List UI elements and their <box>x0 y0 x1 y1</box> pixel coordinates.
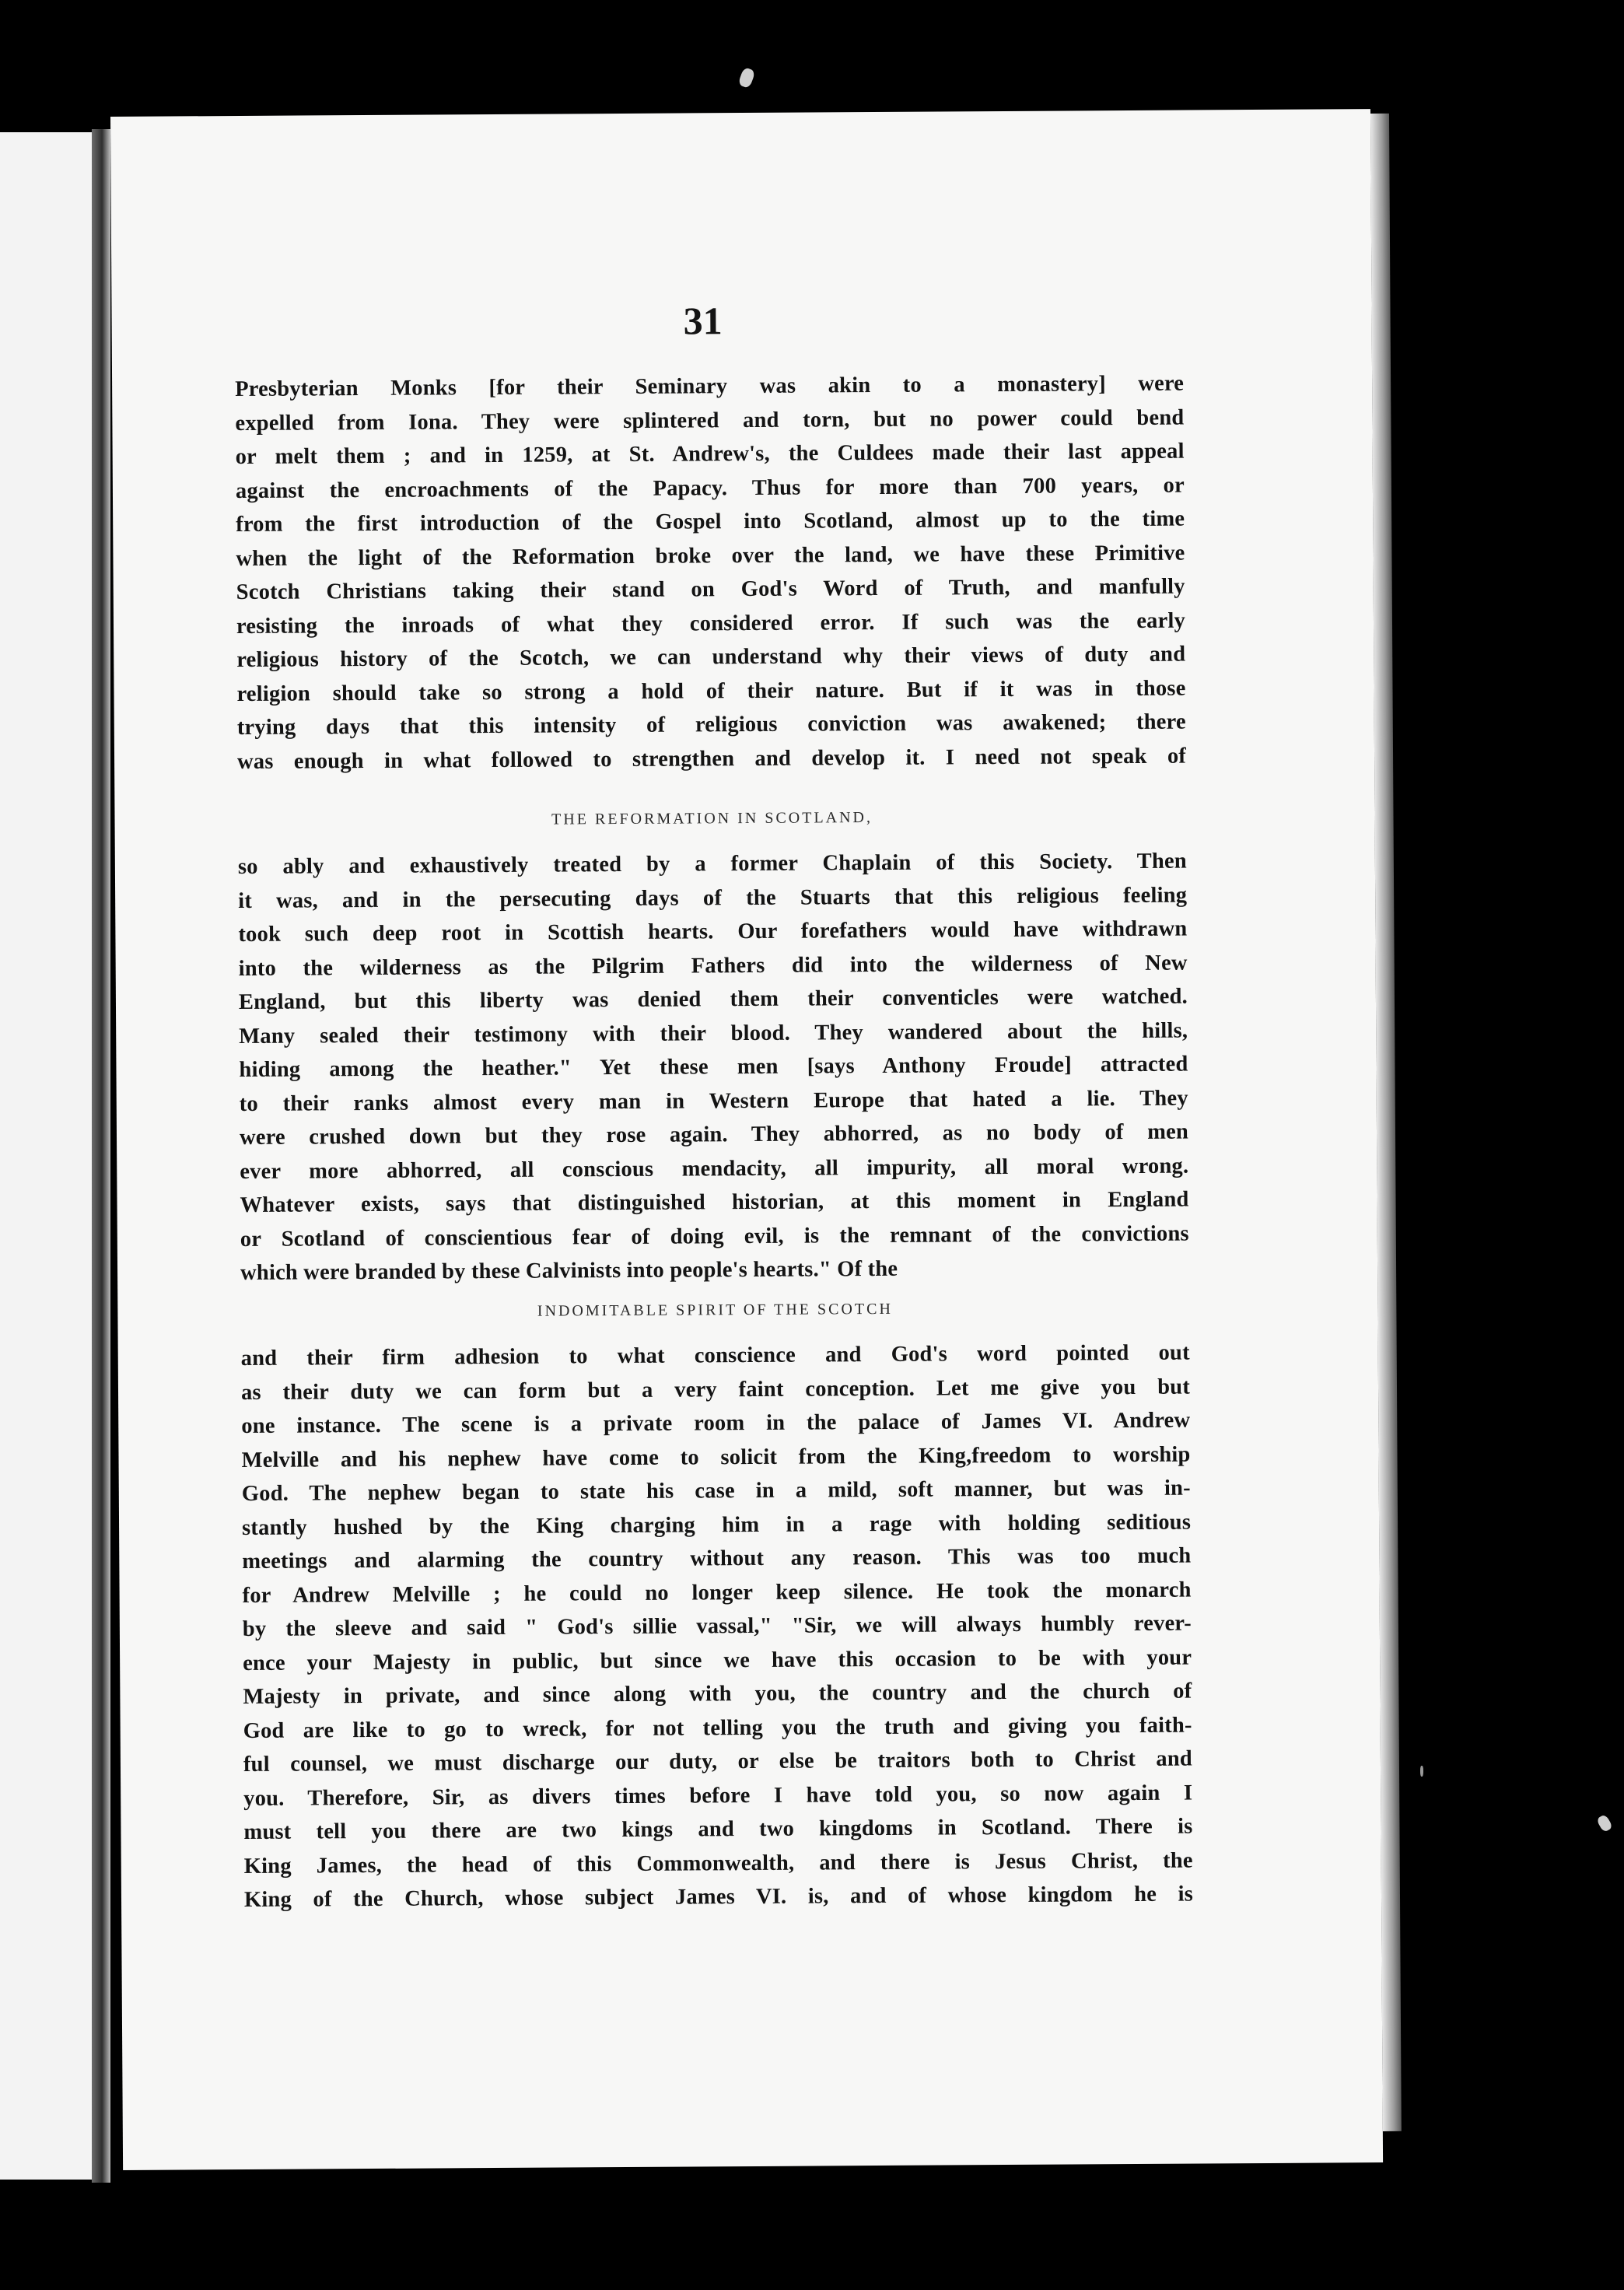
text-line: to their ranks almost every man in Western Europe that hated a lie. They <box>239 1086 1188 1116</box>
text-line: Scotch Christians taking their stand on God's Word of Truth, and manfully <box>236 574 1185 605</box>
text-line: or Scotland of conscientious fear of doing evil, is the remnant of the convictions <box>240 1221 1189 1252</box>
text-line: Presbyterian Monks [for their Seminary was akin to a monastery] were <box>235 371 1185 402</box>
text-line: England, but this liberty was denied them their conventicles were watched. <box>238 984 1188 1015</box>
text-line: by the sleeve and said " God's sillie vassal," "Sir, we will always humbly rever- <box>242 1611 1192 1641</box>
text-line: you. Therefore, Sir, as divers times before I have told you, so now again I <box>243 1781 1193 1811</box>
text-line: it was, and in the persecuting days of the Stuarts that this religious feeling <box>238 883 1188 913</box>
facing-page-edge <box>0 132 105 2180</box>
text-line: which were branded by these Calvinists into people's hearts." Of the <box>240 1256 898 1286</box>
text-line: religious history of the Scotch, we can understand why their views of duty and <box>236 642 1186 673</box>
section-heading-indomitable-spirit: INDOMITABLE SPIRIT OF THE SCOTCH <box>537 1300 893 1320</box>
text-line: God. The nephew began to state his case in a mild, soft manner, but was in- <box>241 1476 1191 1507</box>
text-line: for Andrew Melville ; he could no longer keep silence. He took the monarch <box>242 1577 1192 1608</box>
book-gutter <box>92 129 110 2183</box>
text-line: trying days that this intensity of religious conviction was awakened; there <box>236 709 1186 741</box>
text-line: ever more abhorred, all conscious mendacity, all impurity, all moral wrong. <box>240 1154 1189 1184</box>
text-line: ence your Majesty in public, but since we have this occasion to be with your <box>243 1645 1192 1675</box>
text-line: Many sealed their testimony with their blood. They wandered about the hills, <box>239 1018 1188 1049</box>
text-line: ful counsel, we must discharge our duty, or else be traitors both to Christ and <box>243 1746 1193 1777</box>
text-line: must tell you there are two kings and two kingdoms in Scotland. There is <box>243 1814 1193 1844</box>
text-line: meetings and alarming the country without any reason. This was too much <box>242 1543 1192 1574</box>
dust-speck <box>737 67 755 89</box>
text-line: one instance. The scene is a private room in the palace of James VI. Andrew <box>241 1408 1191 1439</box>
text-line: or melt them ; and in 1259, at St. Andrew's, the Culdees made their last appeal <box>235 439 1185 470</box>
text-line: God are like to go to wreck, for not telling you the truth and giving you faith- <box>243 1713 1192 1743</box>
page-number: 31 <box>683 299 723 343</box>
text-line: resisting the inroads of what they considered error. If such was the early <box>236 608 1186 639</box>
text-line: hiding among the heather." Yet these men [says Anthony Froude] attracted <box>239 1052 1188 1083</box>
book-page <box>110 109 1383 2170</box>
paragraph-1 <box>235 367 1186 779</box>
text-line: Melville and his nephew have come to solicit from the King,freedom to worship <box>241 1442 1191 1472</box>
section-heading-reformation: THE REFORMATION IN SCOTLAND, <box>551 809 873 828</box>
text-line: stantly hushed by the King charging him in a rage with holding seditious <box>241 1510 1192 1540</box>
text-line: took such deep root in Scottish hearts. Our forefathers would have withdrawn <box>238 916 1188 947</box>
text-line: so ably and exhaustively treated by a former Chaplain of this Society. Then <box>237 849 1187 880</box>
text-line: against the encroachments of the Papacy. Thus for more than 700 years, or <box>235 473 1185 503</box>
text-line: was enough in what followed to strengthen and develop it. I need not speak of <box>236 744 1187 774</box>
text-line: King of the Church, whose subject James VI. is, and of whose kingdom he is <box>243 1882 1194 1912</box>
text-line: and their firm adhesion to what conscience and God's word pointed out <box>240 1340 1190 1371</box>
text-line: were crushed down but they rose again. They abhorred, as no body of men <box>239 1119 1189 1150</box>
text-line: when the light of the Reformation broke over the land, we have these Primitive <box>236 541 1185 571</box>
paragraph-2 <box>238 845 1189 1290</box>
text-line: as their duty we can form but a very faint conception. Let me give you but <box>240 1374 1191 1405</box>
text-line: Majesty in private, and since along with you, the country and the church of <box>243 1679 1192 1709</box>
text-line: King James, the head of this Commonwealth, and there is Jesus Christ, the <box>243 1848 1193 1879</box>
text-line: expelled from Iona. They were splintered and torn, but no power could bend <box>235 405 1185 436</box>
paragraph-3 <box>241 1336 1193 1917</box>
text-line: Whatever exists, says that distinguished historian, at this moment in England <box>240 1187 1189 1218</box>
dust-speck <box>1420 1766 1423 1777</box>
text-line: into the wilderness as the Pilgrim Fathers did into the wilderness of New <box>238 951 1188 981</box>
dust-speck <box>1596 1814 1613 1833</box>
text-line: from the first introduction of the Gospel into Scotland, almost up to the time <box>236 506 1185 537</box>
text-line: religion should take so strong a hold of their nature. But if it was in those <box>236 676 1186 706</box>
